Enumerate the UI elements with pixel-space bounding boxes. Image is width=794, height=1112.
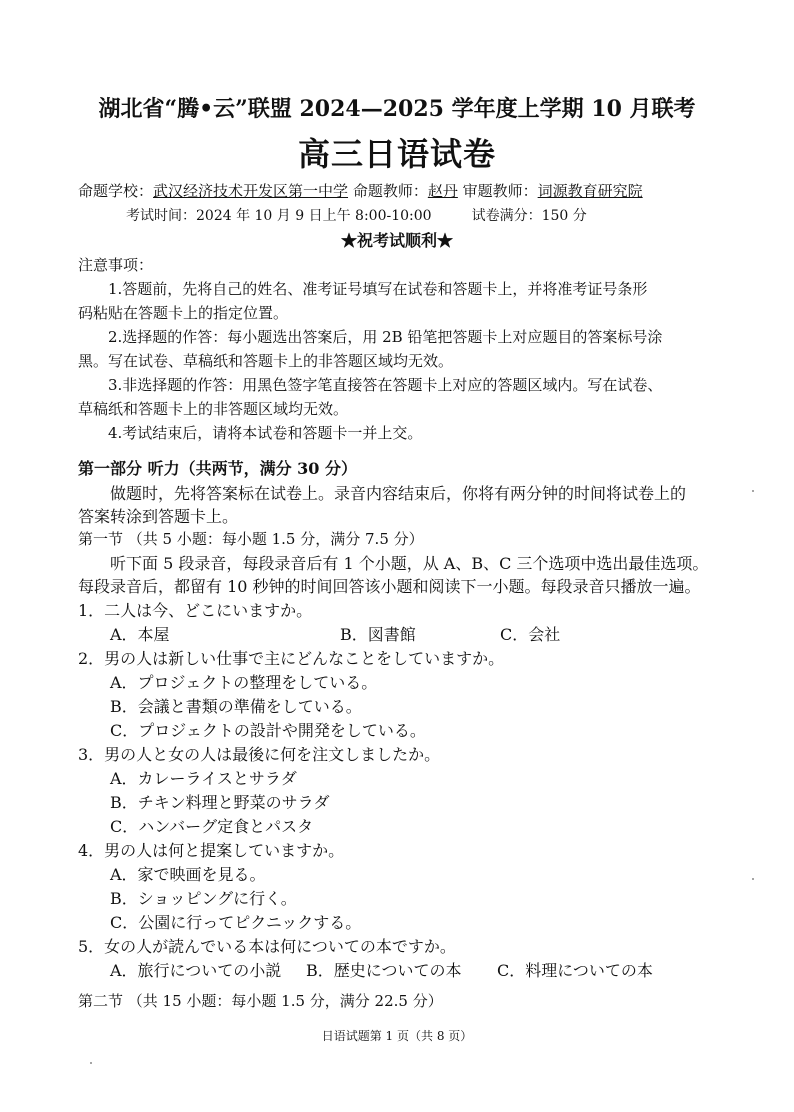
good-luck-banner: ★祝考试顺利★ — [340, 231, 453, 250]
school-label: 命题学校： — [78, 182, 154, 200]
exam-time: 考试时间：2024 年 10 月 9 日上午 8:00-10:00 — [126, 208, 432, 224]
option-a: A．家で映画を見る。 — [110, 865, 266, 884]
part1-heading: 第一部分 听力（共两节，满分 30 分） — [78, 459, 357, 478]
part1-intro: 做题时，先将答案标在试卷上。录音内容结束后，你将有两分钟的时间将试卷上的 — [110, 484, 687, 503]
note-line: 3.非选择题的作答：用黑色签字笔直接答在答题卡上对应的答题区域内。写在试卷、 — [108, 376, 663, 394]
section1-heading: 第一节 （共 5 小题：每小题 1.5 分，满分 7.5 分） — [78, 530, 424, 548]
scan-speck — [752, 490, 754, 492]
section2-heading: 第二节 （共 15 小题：每小题 1.5 分，满分 22.5 分） — [78, 992, 443, 1010]
school-name: 武汉经济技术开发区第一中学 — [153, 182, 349, 200]
option-b: B．会議と書類の準備をしている。 — [110, 697, 362, 716]
option-b: B．チキン料理と野菜のサラダ — [110, 793, 330, 812]
option-c: C．会社 — [500, 625, 561, 644]
option-a: A．カレーライスとサラダ — [110, 769, 297, 788]
question-4: 4．男の人は何と提案していますか。 — [78, 841, 345, 860]
exam-time-line — [126, 209, 587, 223]
option-b: B．図書館 — [340, 625, 416, 644]
full-score: 试卷满分：150 分 — [471, 208, 587, 224]
option-a: A．旅行についての小説 — [110, 961, 282, 980]
note-line: 黑。写在试卷、草稿纸和答题卡上的非答题区域均无效。 — [78, 352, 454, 370]
subject-title: 高三日语试卷 — [297, 135, 496, 173]
scan-speck — [90, 1062, 92, 1064]
option-b: B．歴史についての本 — [306, 961, 462, 980]
note-line: 1.答题前，先将自己的姓名、准考证号填写在试卷和答题卡上，并将准考证号条形 — [108, 280, 648, 298]
reviewer-name: 词源教育研究院 — [537, 182, 643, 200]
question-3: 3．男の人と女の人は最後に何を注文しましたか。 — [78, 745, 441, 764]
page-footer: 日语试题第 1 页（共 8 页） — [321, 1029, 473, 1043]
note-line: 码粘贴在答题卡上的指定位置。 — [78, 304, 289, 322]
option-c: C．料理についての本 — [497, 961, 653, 980]
note-line: 草稿纸和答题卡上的非答题区域均无效。 — [78, 400, 349, 418]
note-line: 4.考试结束后，请将本试卷和答题卡一并上交。 — [108, 424, 423, 442]
question-2: 2．男の人は新しい仕事で主にどんなことをしていますか。 — [78, 649, 505, 668]
section1-intro: 每段录音后，都留有 10 秒钟的时间回答该小题和阅读下一小题。每段录音只播放一遍。 — [78, 577, 701, 596]
note-line: 2.选择题的作答：每小题选出答案后，用 2B 铅笔把答题卡上对应题目的答案标号涂 — [108, 328, 663, 346]
option-c: C．公園に行ってピクニックする。 — [110, 913, 362, 932]
notes-heading: 注意事项： — [78, 256, 154, 274]
option-c: C．ハンバーグ定食とパスタ — [110, 817, 314, 836]
option-b: B．ショッピングに行く。 — [110, 889, 297, 908]
question-5: 5．女の人が読んでいる本は何についての本ですか。 — [78, 937, 456, 956]
reviewer-label: 审题教师： — [462, 182, 538, 200]
setter-label: 命题教师： — [352, 182, 428, 200]
scan-speck — [752, 878, 754, 880]
exam-meta — [78, 184, 643, 199]
part1-intro: 答案转涂到答题卡上。 — [78, 507, 239, 526]
question-1: 1．二人は今、どこにいますか。 — [78, 601, 313, 620]
option-a: A．本屋 — [110, 625, 170, 644]
option-c: C．プロジェクトの設計や開発をしている。 — [110, 721, 426, 740]
section1-intro: 听下面 5 段录音，每段录音后有 1 个小题，从 A、B、C 三个选项中选出最佳选项。 — [110, 554, 709, 573]
setter-name: 赵丹 — [427, 182, 458, 200]
option-a: A．プロジェクトの整理をしている。 — [110, 673, 378, 692]
exam-title: 湖北省“腾•云”联盟 2024—2025 学年度上学期 10 月联考 — [98, 96, 696, 122]
